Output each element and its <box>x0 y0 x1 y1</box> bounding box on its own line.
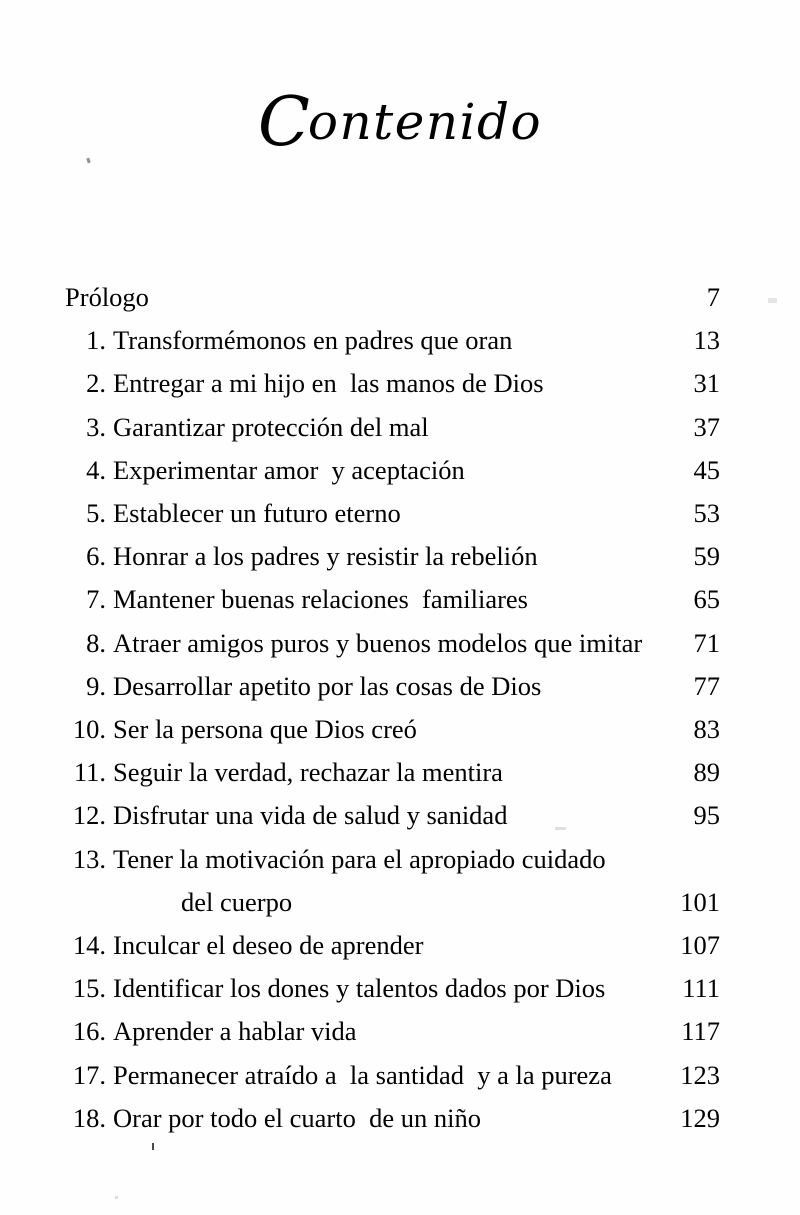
toc-entry-12[interactable] <box>60 794 720 837</box>
toc-entry-4[interactable] <box>60 449 720 492</box>
toc-entry-label: Prólogo <box>65 282 149 312</box>
toc-entry-1[interactable] <box>60 319 720 362</box>
scan-speck <box>115 1196 118 1199</box>
toc-entry-2[interactable] <box>60 362 720 405</box>
toc-entry-number: 11. <box>73 757 106 788</box>
toc-entry-page-number: 107 <box>680 930 720 961</box>
toc-entry-label: Orar por todo el cuarto de un niño <box>113 1102 481 1133</box>
scan-speck <box>768 298 777 303</box>
toc-entry-number: 6. <box>86 541 106 572</box>
toc-entry-page-number: 31 <box>693 368 720 399</box>
toc-entry-page-number: 37 <box>693 411 720 442</box>
toc-entry-label: Aprender a hablar vida <box>113 1016 357 1047</box>
toc-entry-label: Experimentar amor y aceptación <box>113 454 465 485</box>
toc-entry-3[interactable] <box>60 406 720 449</box>
toc-entry-page-number: 13 <box>693 325 720 356</box>
toc-entry-number: 2. <box>86 368 106 399</box>
toc-entry-label: Mantener buenas relaciones familiares <box>113 584 528 615</box>
toc-entry-label: Desarrollar apetito por las cosas de Dios <box>113 670 542 701</box>
toc-entry-page-number: 95 <box>693 800 720 831</box>
toc-entry-page-number: 111 <box>682 973 720 1004</box>
toc-entry-prologo[interactable] <box>60 276 720 319</box>
toc-entry-10[interactable] <box>60 708 720 751</box>
toc-entry-9[interactable] <box>60 665 720 708</box>
toc-entry-18[interactable] <box>60 1097 720 1140</box>
toc-entry-page-number: 83 <box>693 714 720 745</box>
toc-entry-page-number: 89 <box>693 757 720 788</box>
toc-entry-page-number: 65 <box>693 584 720 615</box>
toc-entry-label: Identificar los dones y talentos dados por Dios <box>113 973 606 1004</box>
toc-entry-6[interactable] <box>60 535 720 578</box>
toc-entry-label: Ser la persona que Dios creó <box>113 714 417 745</box>
toc-entry-label: Permanecer atraído a la santidad y a la pureza <box>113 1059 612 1090</box>
title-remainder: ontenido <box>307 92 543 151</box>
scan-speck <box>152 1143 154 1150</box>
toc-entry-label: Seguir la verdad, rechazar la mentira <box>113 757 503 788</box>
toc-entry-page-number: 59 <box>693 541 720 572</box>
title-initial-letter: C <box>257 82 310 162</box>
toc-entry-5[interactable] <box>60 492 720 535</box>
toc-entry-number: 1. <box>86 325 106 356</box>
page-title <box>0 82 800 162</box>
toc-entry-number: 16. <box>72 1016 106 1047</box>
toc-entry-page-number: 123 <box>680 1059 720 1090</box>
toc-entry-number: 17. <box>72 1059 106 1090</box>
toc-entry-13[interactable] <box>60 838 720 881</box>
toc-entry-label: Honrar a los padres y resistir la rebelión <box>113 541 538 572</box>
toc-entry-label: Garantizar protección del mal <box>113 411 429 442</box>
toc-entry-number: 3. <box>86 411 106 442</box>
toc-entry-label: Establecer un futuro eterno <box>113 498 401 529</box>
toc-entry-page-number: 77 <box>693 670 720 701</box>
toc-entry-number: 14. <box>72 930 106 961</box>
toc-entry-label: Inculcar el deseo de aprender <box>113 930 424 961</box>
toc-entry-number: 7. <box>86 584 106 615</box>
toc-entry-page-number: 117 <box>681 1016 720 1047</box>
toc-entry-number: 12. <box>72 800 106 831</box>
toc-entry-page-number: 101 <box>680 886 720 917</box>
toc-entry-page-number: 7 <box>706 282 720 312</box>
toc-entry-page-number: 129 <box>680 1102 720 1133</box>
toc-entry-label: del cuerpo <box>181 886 293 917</box>
toc-entry-number: 9. <box>86 670 106 701</box>
toc-entry-label: Entregar a mi hijo en las manos de Dios <box>113 368 544 399</box>
toc-entry-16[interactable] <box>60 1010 720 1053</box>
toc-entry-page-number: 45 <box>693 454 720 485</box>
toc-entry-15[interactable] <box>60 967 720 1010</box>
toc-entry-number: 8. <box>86 627 106 658</box>
toc-entry-number: 13. <box>72 843 106 874</box>
toc-entry-label: Atraer amigos puros y buenos modelos que imitar <box>113 627 643 658</box>
toc-entry-page-number: 53 <box>693 498 720 529</box>
toc-entry-8[interactable] <box>60 622 720 665</box>
toc-entry-11[interactable] <box>60 751 720 794</box>
toc-entry-label: Tener la motivación para el apropiado cuidado <box>113 843 606 874</box>
scan-speck <box>86 158 90 164</box>
toc-entry-7[interactable] <box>60 578 720 621</box>
toc-entry-13-continuation[interactable] <box>60 881 720 924</box>
toc-entry-number: 4. <box>86 454 106 485</box>
toc-entry-number: 10. <box>72 714 106 745</box>
toc-entry-number: 5. <box>86 498 106 529</box>
toc-entry-number: 18. <box>72 1102 106 1133</box>
toc-entry-number: 15. <box>72 973 106 1004</box>
toc-entry-14[interactable] <box>60 924 720 967</box>
toc-entry-page-number: 71 <box>693 627 720 658</box>
toc-entry-label: Transformémonos en padres que oran <box>113 325 513 356</box>
toc-entry-17[interactable] <box>60 1054 720 1097</box>
toc-entry-label: Disfrutar una vida de salud y sanidad <box>113 800 508 831</box>
toc-entry-list <box>60 276 720 1140</box>
